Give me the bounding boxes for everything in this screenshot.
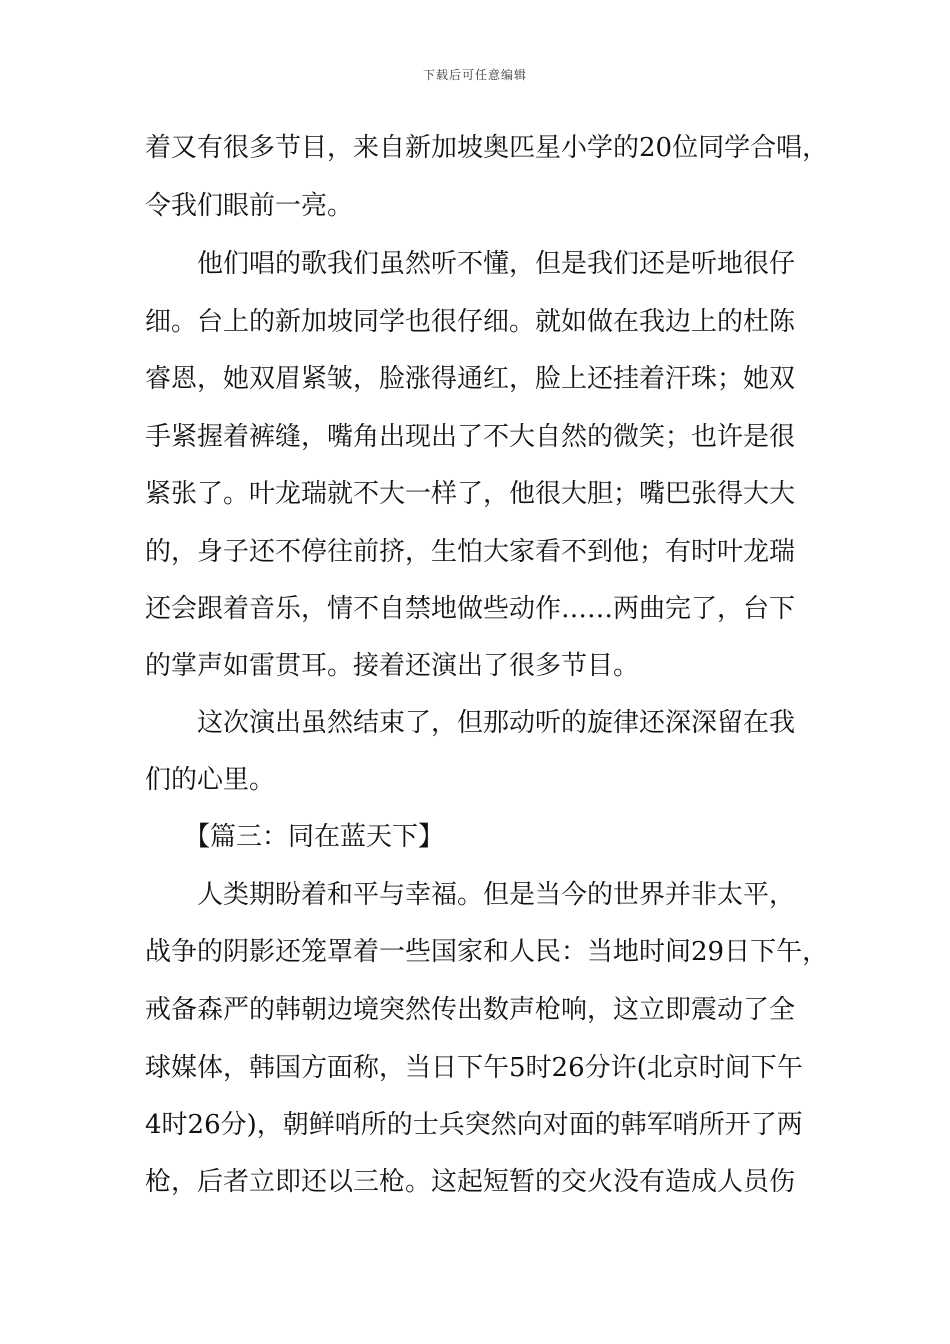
- text-line: 戒备森严的韩朝边境突然传出数声枪响，这立即震动了全: [145, 995, 796, 1025]
- text-line: 着又有很多节目，来自新加坡奥匹星小学的20位同学合唱，: [145, 133, 829, 163]
- text-line: 球媒体，韩国方面称，当日下午5时26分许(北京时间下午: [145, 1053, 803, 1083]
- text-line: 4时26分)，朝鲜哨所的士兵突然向对面的韩军哨所开了两: [145, 1110, 803, 1140]
- text-line: 紧张了。叶龙瑞就不大一样了，他很大胆；嘴巴张得大大: [145, 479, 796, 509]
- text-line: 手紧握着裤缝，嘴角出现出了不大自然的微笑；也许是很: [145, 422, 796, 452]
- text-line: 战争的阴影还笼罩着一些国家和人民：当地时间29日下午，: [145, 937, 829, 967]
- text-line: 睿恩，她双眉紧皱，脸涨得通红，脸上还挂着汗珠；她双: [145, 364, 796, 394]
- text-line: 他们唱的歌我们虽然听不懂，但是我们还是听地很仔: [145, 249, 796, 279]
- text-line: 还会跟着音乐，情不自禁地做些动作……两曲完了，台下: [145, 594, 796, 624]
- text-line: 人类期盼着和平与幸福。但是当今的世界并非太平，: [145, 880, 796, 910]
- text-line: 令我们眼前一亮。: [145, 191, 354, 221]
- text-line: 们的心里。: [145, 765, 276, 795]
- text-line: 这次演出虽然结束了，但那动听的旋律还深深留在我: [145, 708, 796, 738]
- text-line: 的，身子还不停往前挤，生怕大家看不到他；有时叶龙瑞: [145, 537, 796, 567]
- page-header: 下载后可任意编辑: [422, 68, 527, 82]
- text-line: 细。台上的新加坡同学也很仔细。就如做在我边上的杜陈: [145, 307, 796, 337]
- text-line: 的掌声如雷贯耳。接着还演出了很多节目。: [145, 651, 640, 681]
- section-heading: 【篇三：同在蓝天下】: [145, 822, 445, 852]
- text-line: 枪，后者立即还以三枪。这起短暂的交火没有造成人员伤: [145, 1167, 796, 1197]
